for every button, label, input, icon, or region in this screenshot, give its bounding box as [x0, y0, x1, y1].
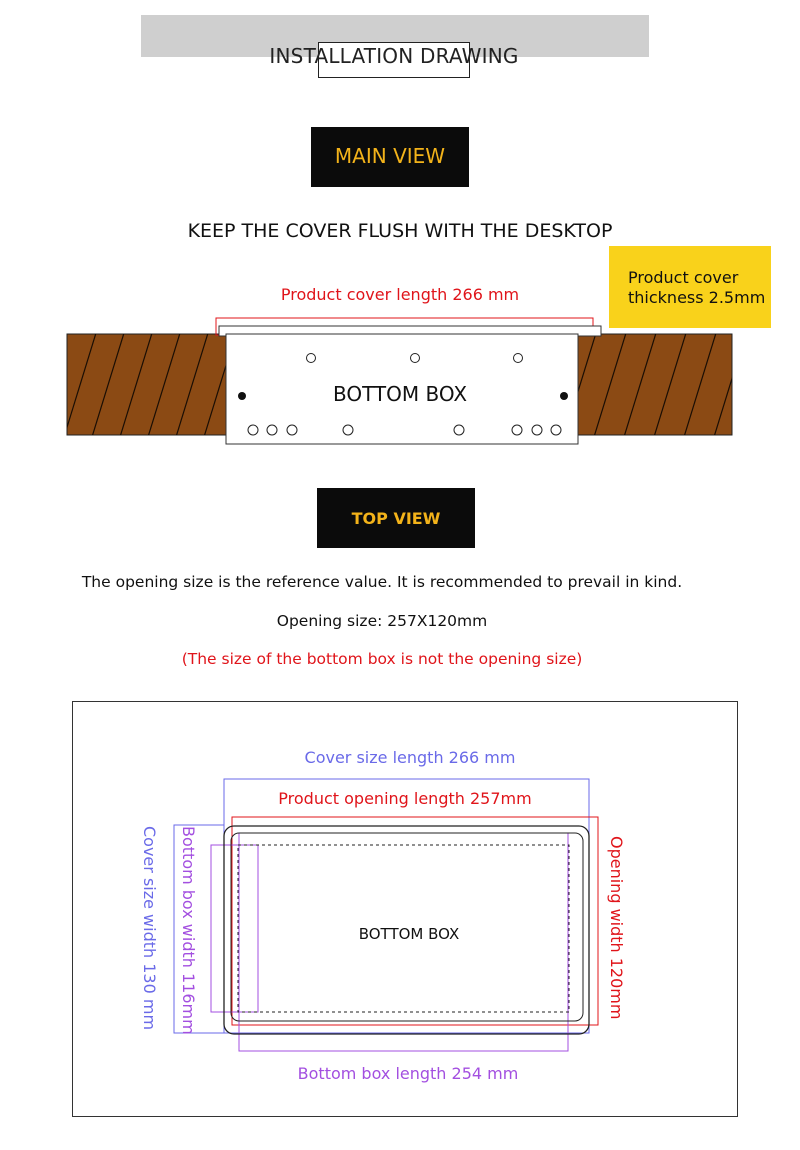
opening-outline — [232, 817, 598, 1025]
cover-size-width-label: Cover size width 130 mm — [140, 826, 159, 1031]
top-view-badge: TOP VIEW — [317, 488, 475, 548]
bottom-box-width-label: Bottom box width 116mm — [179, 826, 198, 1035]
cover-size-length-label: Cover size length 266 mm — [304, 748, 516, 767]
product-opening-length-label: Product opening length 257mm — [278, 789, 532, 808]
bottom-box-length-label: Bottom box length 254 mm — [297, 1064, 519, 1083]
main-view-badge: MAIN VIEW — [311, 127, 469, 187]
flush-heading: KEEP THE COVER FLUSH WITH THE DESKTOP — [187, 220, 613, 242]
desktop-section-diagram — [0, 300, 800, 460]
bottom-box-label-top: BOTTOM BOX — [358, 925, 460, 943]
bottom-box-note: (The size of the bottom box is not the opening size) — [181, 650, 583, 668]
thickness-note-line2: thickness 2.5mm — [628, 288, 766, 307]
thickness-note-line1: Product cover — [628, 268, 739, 287]
bottom-box-width-outline — [211, 845, 258, 1012]
desktop-right-wood — [560, 320, 750, 450]
opening-width-label: Opening width 120mm — [607, 836, 626, 1020]
page-title: INSTALLATION DRAWING — [269, 44, 519, 68]
bottom-box-label-main: BOTTOM BOX — [332, 382, 468, 406]
reference-note: The opening size is the reference value. It is recommended to prevail in kind. — [81, 573, 683, 591]
opening-size-text: Opening size: 257X120mm — [276, 612, 488, 630]
cover-length-label: Product cover length 266 mm — [280, 285, 520, 304]
